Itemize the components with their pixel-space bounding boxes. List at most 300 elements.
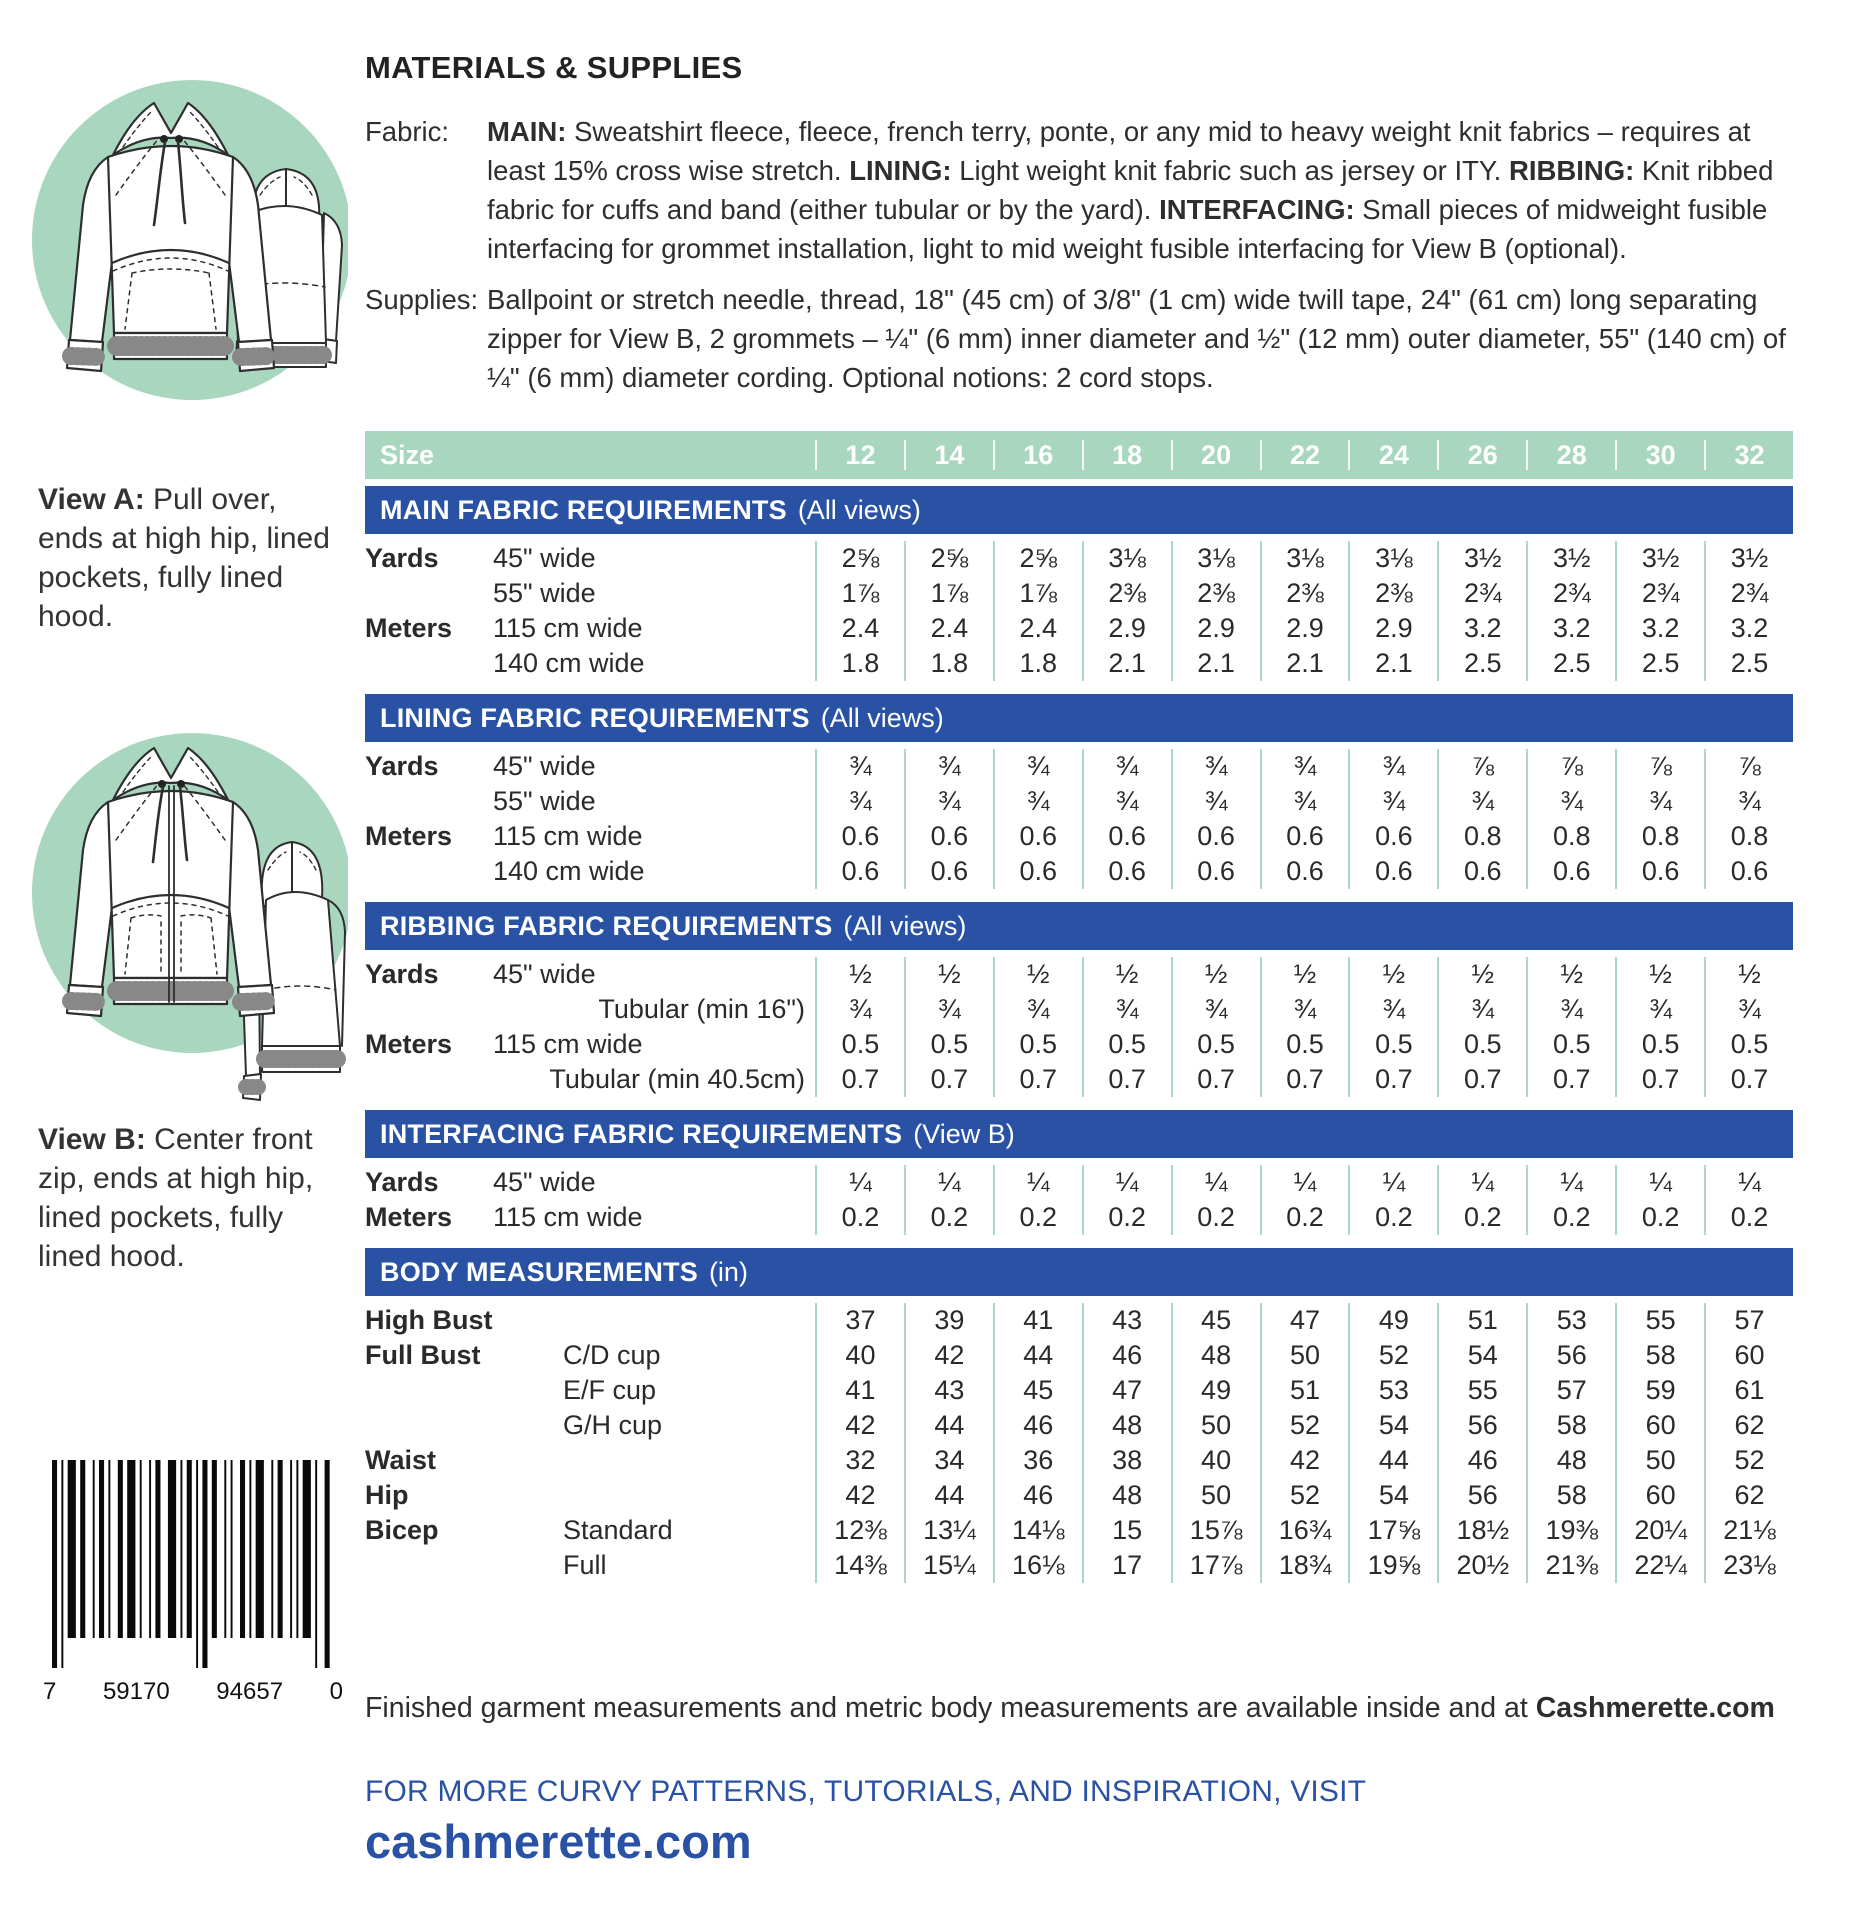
value-cell: 3⅛ <box>1260 541 1349 576</box>
barcode-digit: 7 <box>43 1678 57 1705</box>
value-cell: 46 <box>1082 1338 1171 1373</box>
row-sublabel: Full <box>563 1550 607 1580</box>
value-cell: 43 <box>904 1373 993 1408</box>
value-cell: ¾ <box>904 784 993 819</box>
value-cell: 2⅝ <box>993 541 1082 576</box>
value-cell: 0.5 <box>1171 1027 1260 1062</box>
value-cell: 54 <box>1348 1478 1437 1513</box>
row-label: Waist <box>365 1445 437 1475</box>
value-cell: 0.6 <box>1171 854 1260 889</box>
size-column-header: 28 <box>1526 440 1615 470</box>
row-sublabel: 140 cm wide <box>493 856 645 886</box>
row-label: Bicep <box>365 1515 439 1545</box>
table-row <box>365 1338 1793 1373</box>
value-cell: 60 <box>1704 1338 1793 1373</box>
value-cell: ¾ <box>1082 784 1171 819</box>
brand-url: cashmerette.com <box>365 1815 752 1868</box>
supplies-row <box>365 280 1793 397</box>
value-cell: ½ <box>815 957 904 992</box>
row-sublabel: 115 cm wide <box>493 1202 643 1232</box>
value-cell: 51 <box>1260 1373 1349 1408</box>
barcode <box>42 1460 344 1706</box>
barcode-digits <box>42 1678 344 1706</box>
value-cell: ½ <box>1348 957 1437 992</box>
value-cell: 0.5 <box>815 1027 904 1062</box>
value-cell: 22¼ <box>1615 1548 1704 1583</box>
value-cell: 0.8 <box>1615 819 1704 854</box>
row-label: Meters <box>365 821 453 851</box>
table-row <box>365 541 1793 576</box>
value-cell: 62 <box>1704 1478 1793 1513</box>
value-cell: 2.5 <box>1615 646 1704 681</box>
value-cell: 2.4 <box>904 611 993 646</box>
value-cell: ⅞ <box>1704 749 1793 784</box>
value-cell: 2¾ <box>1526 576 1615 611</box>
size-column-header: 20 <box>1171 440 1260 470</box>
value-cell: 39 <box>904 1303 993 1338</box>
value-cell: ¼ <box>1615 1165 1704 1200</box>
value-cell: ¾ <box>1260 784 1349 819</box>
row-label <box>365 854 485 889</box>
value-cell: ¼ <box>904 1165 993 1200</box>
value-cell: ¼ <box>1082 1165 1171 1200</box>
value-cell: 0.7 <box>1526 1062 1615 1097</box>
value-cell: 18¾ <box>1260 1548 1349 1583</box>
value-cell: 45 <box>993 1373 1082 1408</box>
value-cell: 2.1 <box>1260 646 1349 681</box>
value-cell: 0.2 <box>904 1200 993 1235</box>
value-cell: 0.7 <box>1704 1062 1793 1097</box>
value-cell: 17⅞ <box>1171 1548 1260 1583</box>
row-label <box>365 1062 485 1097</box>
value-cell: 1⅞ <box>815 576 904 611</box>
value-cell: ½ <box>1615 957 1704 992</box>
value-cell: 3.2 <box>1704 611 1793 646</box>
value-cell: 2.9 <box>1171 611 1260 646</box>
table-row <box>365 1443 1793 1478</box>
section-header <box>365 694 1793 742</box>
value-cell: 0.6 <box>1171 819 1260 854</box>
value-cell: 0.6 <box>1082 854 1171 889</box>
value-cell: ¾ <box>815 784 904 819</box>
section-title: MAIN FABRIC REQUIREMENTS <box>380 494 787 525</box>
size-column-header: 14 <box>904 440 993 470</box>
value-cell: 2.9 <box>1348 611 1437 646</box>
value-cell: 0.2 <box>1526 1200 1615 1235</box>
value-cell: 0.6 <box>1260 819 1349 854</box>
value-cell: 38 <box>1082 1443 1171 1478</box>
value-cell: ¼ <box>1704 1165 1793 1200</box>
value-cell: 45 <box>1171 1303 1260 1338</box>
size-header-label: Size <box>380 439 435 470</box>
section-title: BODY MEASUREMENTS <box>380 1256 698 1287</box>
section-suffix: (All views) <box>797 494 921 525</box>
row-sublabel: 45" wide <box>493 751 596 781</box>
value-cell: 21⅜ <box>1526 1548 1615 1583</box>
value-cell: ¾ <box>1171 749 1260 784</box>
value-cell: 18½ <box>1437 1513 1526 1548</box>
value-cell: ⅞ <box>1615 749 1704 784</box>
size-column-header: 32 <box>1704 440 1793 470</box>
row-sublabel: G/H cup <box>563 1410 663 1440</box>
value-cell: 2⅝ <box>904 541 993 576</box>
value-cell: 46 <box>993 1478 1082 1513</box>
value-cell: 0.6 <box>815 854 904 889</box>
value-cell: 59 <box>1615 1373 1704 1408</box>
value-cell: ¾ <box>1348 784 1437 819</box>
section-title: INTERFACING FABRIC REQUIREMENTS <box>380 1118 903 1149</box>
value-cell: 16⅛ <box>993 1548 1082 1583</box>
table-section <box>365 902 1793 1097</box>
value-cell: 12⅜ <box>815 1513 904 1548</box>
value-cell: 0.5 <box>993 1027 1082 1062</box>
row-label: Meters <box>365 1029 453 1059</box>
value-cell: 20¼ <box>1615 1513 1704 1548</box>
value-cell: 1.8 <box>815 646 904 681</box>
value-cell: ¾ <box>815 749 904 784</box>
value-cell: ¼ <box>1171 1165 1260 1200</box>
value-cell: 0.6 <box>1260 854 1349 889</box>
value-cell: 58 <box>1615 1338 1704 1373</box>
table-row <box>365 1373 1793 1408</box>
value-cell: 48 <box>1082 1478 1171 1513</box>
value-cell: 44 <box>904 1478 993 1513</box>
value-cell: ¾ <box>1526 992 1615 1027</box>
table-row <box>365 1303 1793 1338</box>
row-label <box>365 992 485 1027</box>
section-suffix: (View B) <box>913 1118 1015 1149</box>
value-cell: 3.2 <box>1615 611 1704 646</box>
fabric-label: Fabric: <box>365 116 450 147</box>
row-sublabel: E/F cup <box>563 1375 657 1405</box>
value-cell: 61 <box>1704 1373 1793 1408</box>
value-cell: 51 <box>1437 1303 1526 1338</box>
table-section <box>365 1110 1793 1235</box>
table-row <box>365 1513 1793 1548</box>
value-cell: 0.8 <box>1526 819 1615 854</box>
value-cell: 0.7 <box>1260 1062 1349 1097</box>
value-cell: ⅞ <box>1437 749 1526 784</box>
value-cell: 17 <box>1082 1548 1171 1583</box>
row-label: Full Bust <box>365 1340 481 1370</box>
value-cell: 0.8 <box>1437 819 1526 854</box>
table-row <box>365 957 1793 992</box>
value-cell: 14⅜ <box>815 1548 904 1583</box>
value-cell: 3⅛ <box>1348 541 1437 576</box>
value-cell: 0.6 <box>993 854 1082 889</box>
value-cell: 3½ <box>1526 541 1615 576</box>
table-row <box>365 1408 1793 1443</box>
value-cell: 0.6 <box>1704 854 1793 889</box>
fabric-row <box>365 112 1793 268</box>
barcode-bars <box>42 1460 344 1675</box>
value-cell: 2.9 <box>1260 611 1349 646</box>
table-row <box>365 576 1793 611</box>
value-cell: ¾ <box>1260 749 1349 784</box>
section-title: LINING FABRIC REQUIREMENTS <box>380 702 810 733</box>
value-cell: 58 <box>1526 1408 1615 1443</box>
value-cell: 20½ <box>1437 1548 1526 1583</box>
section-suffix: (All views) <box>843 910 967 941</box>
value-cell: 50 <box>1171 1408 1260 1443</box>
row-sublabel <box>555 1478 815 1513</box>
value-cell: 0.2 <box>993 1200 1082 1235</box>
barcode-digit: 59170 <box>102 1678 170 1705</box>
value-cell: ½ <box>1082 957 1171 992</box>
value-cell: ¾ <box>1704 992 1793 1027</box>
value-cell: ¼ <box>993 1165 1082 1200</box>
value-cell: ¼ <box>815 1165 904 1200</box>
value-cell: 2¾ <box>1615 576 1704 611</box>
section-header <box>365 486 1793 534</box>
value-cell: 2.4 <box>815 611 904 646</box>
value-cell: ¾ <box>1082 992 1171 1027</box>
value-cell: 46 <box>1437 1443 1526 1478</box>
row-label: Yards <box>365 543 439 573</box>
value-cell: 14⅛ <box>993 1513 1082 1548</box>
row-sublabel: 45" wide <box>493 959 596 989</box>
value-cell: 48 <box>1526 1443 1615 1478</box>
value-cell: 0.5 <box>904 1027 993 1062</box>
value-cell: 57 <box>1526 1373 1615 1408</box>
value-cell: 52 <box>1260 1478 1349 1513</box>
size-header-row <box>365 431 1793 479</box>
value-cell: ¾ <box>993 992 1082 1027</box>
value-cell: 2⅜ <box>1348 576 1437 611</box>
value-cell: 60 <box>1615 1478 1704 1513</box>
value-cell: ¼ <box>1437 1165 1526 1200</box>
row-label <box>365 1548 555 1583</box>
value-cell: ½ <box>1437 957 1526 992</box>
value-cell: 0.8 <box>1704 819 1793 854</box>
value-cell: 0.5 <box>1260 1027 1349 1062</box>
value-cell: 56 <box>1437 1478 1526 1513</box>
value-cell: 3.2 <box>1437 611 1526 646</box>
table-row <box>365 1165 1793 1200</box>
value-cell: 2⅜ <box>1260 576 1349 611</box>
value-cell: 0.6 <box>993 819 1082 854</box>
value-cell: ¾ <box>1171 784 1260 819</box>
value-cell: 2.5 <box>1704 646 1793 681</box>
section-header <box>365 1110 1793 1158</box>
value-cell: 0.2 <box>1260 1200 1349 1235</box>
value-cell: 21⅛ <box>1704 1513 1793 1548</box>
row-sublabel <box>555 1443 815 1478</box>
materials-heading: MATERIALS & SUPPLIES <box>365 50 743 85</box>
value-cell: 32 <box>815 1443 904 1478</box>
value-cell: 13¼ <box>904 1513 993 1548</box>
table-section <box>365 1248 1793 1583</box>
row-label: Yards <box>365 959 439 989</box>
value-cell: ¾ <box>1348 992 1437 1027</box>
table-row <box>365 819 1793 854</box>
value-cell: 47 <box>1260 1303 1349 1338</box>
value-cell: 48 <box>1171 1338 1260 1373</box>
fabric-text: MAIN: Sweatshirt fleece, fleece, french terry, ponte, or any mid to heavy weight knit fabrics – requires at least 15% cross wise stretch. LINING: Light weight knit fabric such as jersey or ITY. RIBBING: Knit ribbed fabric for cuffs and band (either tubular or by the yard). INTERFACING: Small pieces of midweight fusible interfacing for grommet installation, light to mid weight fusible interfacing for View B (optional). <box>487 116 1774 264</box>
table-row <box>365 1548 1793 1583</box>
value-cell: 2.5 <box>1526 646 1615 681</box>
row-sublabel: Standard <box>563 1515 673 1545</box>
value-cell: 52 <box>1348 1338 1437 1373</box>
view-a-illustration <box>28 45 348 425</box>
value-cell: ¾ <box>993 784 1082 819</box>
value-cell: 37 <box>815 1303 904 1338</box>
row-label <box>365 576 485 611</box>
table-row <box>365 1027 1793 1062</box>
size-column-header: 26 <box>1437 440 1526 470</box>
row-sublabel: 115 cm wide <box>493 613 643 643</box>
value-cell: 60 <box>1615 1408 1704 1443</box>
value-cell: 0.7 <box>815 1062 904 1097</box>
value-cell: 0.2 <box>1348 1200 1437 1235</box>
value-cell: ½ <box>1260 957 1349 992</box>
value-cell: 3⅛ <box>1171 541 1260 576</box>
value-cell: ¾ <box>1615 992 1704 1027</box>
value-cell: 0.7 <box>1082 1062 1171 1097</box>
value-cell: 49 <box>1171 1373 1260 1408</box>
value-cell: 53 <box>1348 1373 1437 1408</box>
value-cell: 3½ <box>1704 541 1793 576</box>
value-cell: 0.6 <box>1526 854 1615 889</box>
value-cell: 0.6 <box>1348 854 1437 889</box>
value-cell: 0.2 <box>1615 1200 1704 1235</box>
value-cell: 36 <box>993 1443 1082 1478</box>
size-column-header: 12 <box>815 440 904 470</box>
value-cell: 46 <box>993 1408 1082 1443</box>
value-cell: 47 <box>1082 1373 1171 1408</box>
value-cell: 49 <box>1348 1303 1437 1338</box>
value-cell: 1.8 <box>904 646 993 681</box>
section-header <box>365 1248 1793 1296</box>
value-cell: ¾ <box>1704 784 1793 819</box>
value-cell: 0.6 <box>904 819 993 854</box>
row-sublabel: 115 cm wide <box>493 821 643 851</box>
row-label: Hip <box>365 1480 409 1510</box>
value-cell: ½ <box>1704 957 1793 992</box>
section-suffix: (All views) <box>820 702 944 733</box>
value-cell: 2.1 <box>1082 646 1171 681</box>
section-suffix: (in) <box>708 1256 748 1287</box>
row-sublabel: 45" wide <box>493 1167 596 1197</box>
view-a-caption: View A: Pull over, ends at high hip, lined pockets, fully lined hood. <box>38 483 330 633</box>
value-cell: 34 <box>904 1443 993 1478</box>
finished-note: Finished garment measurements and metric body measurements are available inside and at Cashmerette.com <box>365 1692 1775 1724</box>
main-content <box>365 50 1793 1596</box>
cta-line: FOR MORE CURVY PATTERNS, TUTORIALS, AND INSPIRATION, VISIT <box>365 1775 1367 1808</box>
value-cell: ⅞ <box>1526 749 1615 784</box>
value-cell: 3½ <box>1437 541 1526 576</box>
row-sublabel: 45" wide <box>493 543 596 573</box>
value-cell: 0.6 <box>1615 854 1704 889</box>
supplies-label: Supplies: <box>365 284 479 315</box>
value-cell: ¾ <box>1437 784 1526 819</box>
table-row <box>365 992 1793 1027</box>
value-cell: 44 <box>1348 1443 1437 1478</box>
row-sublabel: Tubular (min 40.5cm) <box>549 1064 805 1094</box>
value-cell: 2⅝ <box>815 541 904 576</box>
value-cell: 42 <box>815 1408 904 1443</box>
row-label: Yards <box>365 1167 439 1197</box>
row-label: High Bust <box>365 1305 493 1335</box>
value-cell: 0.2 <box>1171 1200 1260 1235</box>
table-row <box>365 1200 1793 1235</box>
value-cell: 3⅛ <box>1082 541 1171 576</box>
table-row <box>365 854 1793 889</box>
value-cell: 0.2 <box>815 1200 904 1235</box>
section-header <box>365 902 1793 950</box>
value-cell: 1.8 <box>993 646 1082 681</box>
value-cell: 2¾ <box>1437 576 1526 611</box>
value-cell: 0.5 <box>1082 1027 1171 1062</box>
row-label: Yards <box>365 751 439 781</box>
value-cell: 54 <box>1348 1408 1437 1443</box>
value-cell: 0.7 <box>1615 1062 1704 1097</box>
value-cell: 42 <box>1260 1443 1349 1478</box>
row-label <box>365 1373 555 1408</box>
value-cell: 40 <box>1171 1443 1260 1478</box>
value-cell: ½ <box>993 957 1082 992</box>
value-cell: 52 <box>1260 1408 1349 1443</box>
value-cell: 42 <box>815 1478 904 1513</box>
value-cell: 0.7 <box>1171 1062 1260 1097</box>
row-sublabel: Tubular (min 16") <box>598 994 805 1024</box>
view-b-caption: View B: Center front zip, ends at high hip, lined pockets, fully lined hood. <box>38 1123 314 1273</box>
view-b-illustration <box>28 690 348 1110</box>
value-cell: 53 <box>1526 1303 1615 1338</box>
row-sublabel: 140 cm wide <box>493 648 645 678</box>
value-cell: 2.9 <box>1082 611 1171 646</box>
value-cell: 56 <box>1526 1338 1615 1373</box>
table-row <box>365 1062 1793 1097</box>
value-cell: 0.6 <box>815 819 904 854</box>
value-cell: 55 <box>1437 1373 1526 1408</box>
row-sublabel: 115 cm wide <box>493 1029 643 1059</box>
value-cell: 0.6 <box>904 854 993 889</box>
value-cell: 44 <box>904 1408 993 1443</box>
table-row <box>365 749 1793 784</box>
value-cell: 0.7 <box>904 1062 993 1097</box>
value-cell: 19⅜ <box>1526 1513 1615 1548</box>
value-cell: 2⅜ <box>1171 576 1260 611</box>
value-cell: 0.6 <box>1348 819 1437 854</box>
value-cell: ¾ <box>904 749 993 784</box>
value-cell: 41 <box>815 1373 904 1408</box>
row-sublabel: 55" wide <box>493 578 596 608</box>
value-cell: 57 <box>1704 1303 1793 1338</box>
value-cell: 62 <box>1704 1408 1793 1443</box>
row-label: Meters <box>365 613 453 643</box>
size-column-header: 30 <box>1615 440 1704 470</box>
value-cell: 2¾ <box>1704 576 1793 611</box>
value-cell: ½ <box>1526 957 1615 992</box>
value-cell: ¾ <box>1526 784 1615 819</box>
value-cell: 0.7 <box>1348 1062 1437 1097</box>
value-cell: ¼ <box>1526 1165 1615 1200</box>
value-cell: ¾ <box>1260 992 1349 1027</box>
value-cell: 0.5 <box>1437 1027 1526 1062</box>
table-row <box>365 1478 1793 1513</box>
value-cell: 0.6 <box>1082 819 1171 854</box>
value-cell: 2.1 <box>1171 646 1260 681</box>
value-cell: 55 <box>1615 1303 1704 1338</box>
table-row <box>365 784 1793 819</box>
value-cell: 15 <box>1082 1513 1171 1548</box>
value-cell: 0.7 <box>993 1062 1082 1097</box>
value-cell: 42 <box>904 1338 993 1373</box>
table-section <box>365 694 1793 889</box>
value-cell: ¼ <box>1348 1165 1437 1200</box>
value-cell: 40 <box>815 1338 904 1373</box>
